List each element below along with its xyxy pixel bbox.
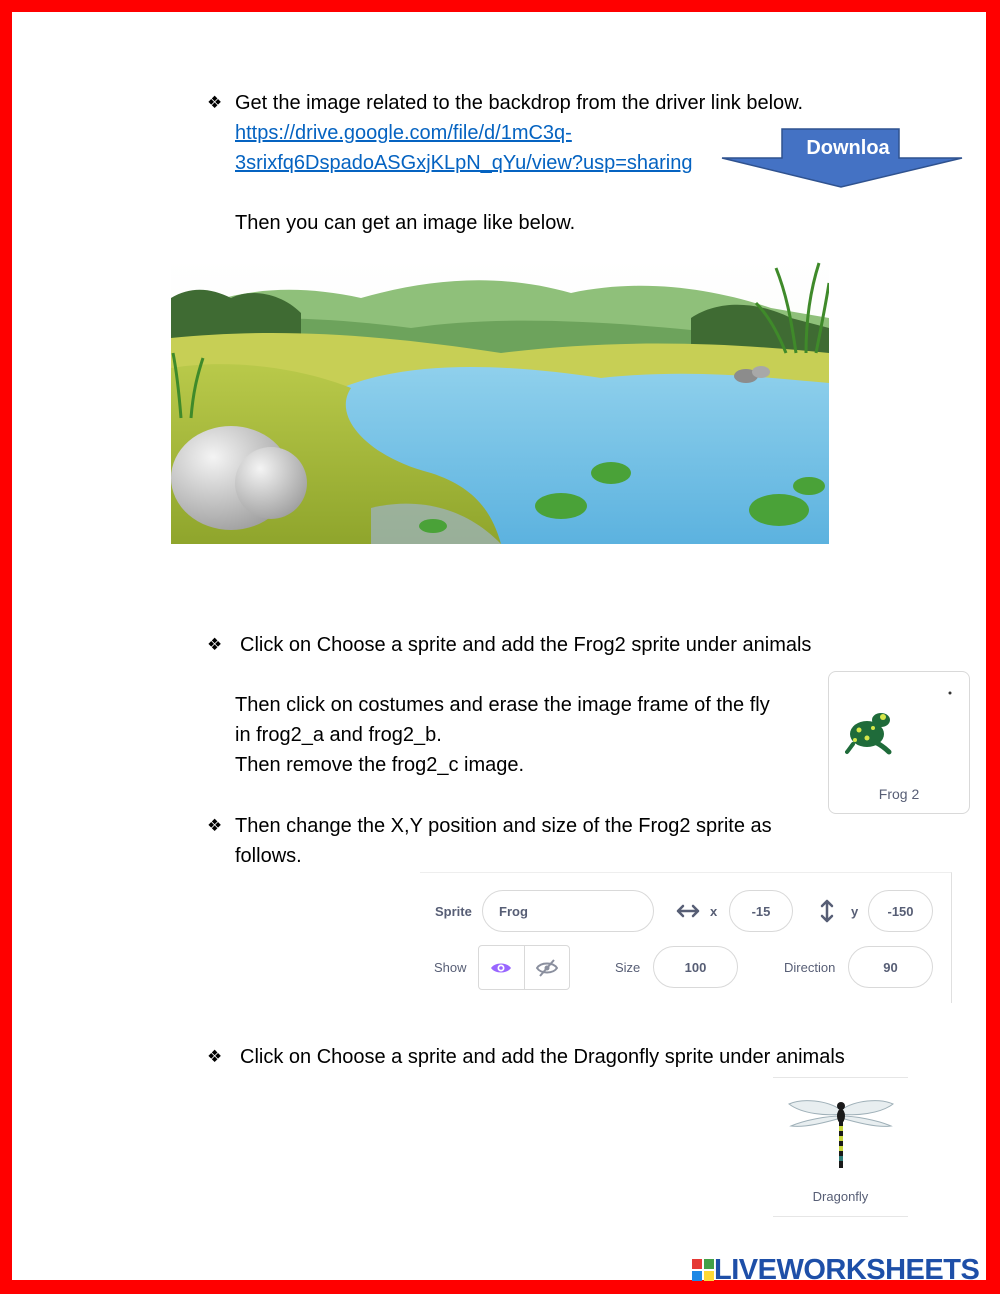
direction-label: Direction xyxy=(784,960,836,975)
backdrop-instruction: Get the image related to the backdrop from the driver link below. xyxy=(235,92,804,114)
x-label: x xyxy=(710,904,718,919)
horizontal-arrows-icon xyxy=(676,904,700,918)
bullet-icon: ❖ xyxy=(207,1047,223,1066)
frog-icon xyxy=(845,706,895,756)
costume-step-line2: in frog2_a and frog2_b. xyxy=(235,724,442,746)
y-label: y xyxy=(851,904,859,919)
drive-link-line1[interactable]: https://drive.google.com/file/d/1mC3q- xyxy=(235,122,572,144)
costume-step-line1: Then click on costumes and erase the image frame of the fly xyxy=(235,694,770,716)
eye-icon xyxy=(490,961,512,975)
dragonfly-instruction: Click on Choose a sprite and add the Dragonfly sprite under animals xyxy=(240,1046,845,1068)
size-input[interactable]: 100 xyxy=(653,946,738,988)
frog2-card-label: Frog 2 xyxy=(878,786,920,802)
sprite-properties-panel xyxy=(420,872,952,1003)
bullet-icon: ❖ xyxy=(207,816,223,835)
sprite-label: Sprite xyxy=(435,904,472,919)
show-label: Show xyxy=(434,960,467,975)
fly-icon xyxy=(947,690,953,696)
frog2-sprite-card[interactable] xyxy=(828,671,970,814)
bullet-icon: ❖ xyxy=(207,93,223,112)
costume-step-line3: Then remove the frog2_c image. xyxy=(235,754,525,776)
brand-text: LIVEWORKSHEETS xyxy=(714,1253,980,1286)
direction-input[interactable]: 90 xyxy=(848,946,933,988)
eye-hidden-icon xyxy=(536,959,558,977)
download-label: Downloa xyxy=(806,137,890,159)
vertical-arrows-icon xyxy=(820,899,834,923)
size-label: Size xyxy=(615,960,641,975)
show-toggle-group xyxy=(478,945,570,990)
y-position-input[interactable]: -150 xyxy=(868,890,933,932)
liveworksheets-logo-icon xyxy=(692,1259,714,1281)
dragonfly-card-label: Dragonfly xyxy=(812,1189,869,1204)
x-position-input[interactable]: -15 xyxy=(729,890,793,932)
backdrop-followup: Then you can get an image like below. xyxy=(235,212,576,234)
frog-instruction: Click on Choose a sprite and add the Frog2 sprite under animals xyxy=(240,634,812,656)
dragonfly-icon xyxy=(787,1092,895,1172)
position-instruction-cont: follows. xyxy=(235,845,302,867)
show-visible-button[interactable] xyxy=(479,946,524,989)
sprite-name-input[interactable]: Frog xyxy=(482,890,654,932)
show-hidden-button[interactable] xyxy=(524,946,570,989)
dragonfly-sprite-card[interactable] xyxy=(773,1077,908,1217)
pond-backdrop-image xyxy=(171,258,829,544)
download-arrow-button[interactable] xyxy=(720,127,964,189)
drive-link-line2[interactable]: 3srixfq6DspadoASGxjKLpN_qYu/view?usp=sharing xyxy=(235,152,693,174)
position-instruction: Then change the X,Y position and size of the Frog2 sprite as xyxy=(235,815,772,837)
bullet-icon: ❖ xyxy=(207,635,223,654)
liveworksheets-logo xyxy=(692,1254,979,1286)
